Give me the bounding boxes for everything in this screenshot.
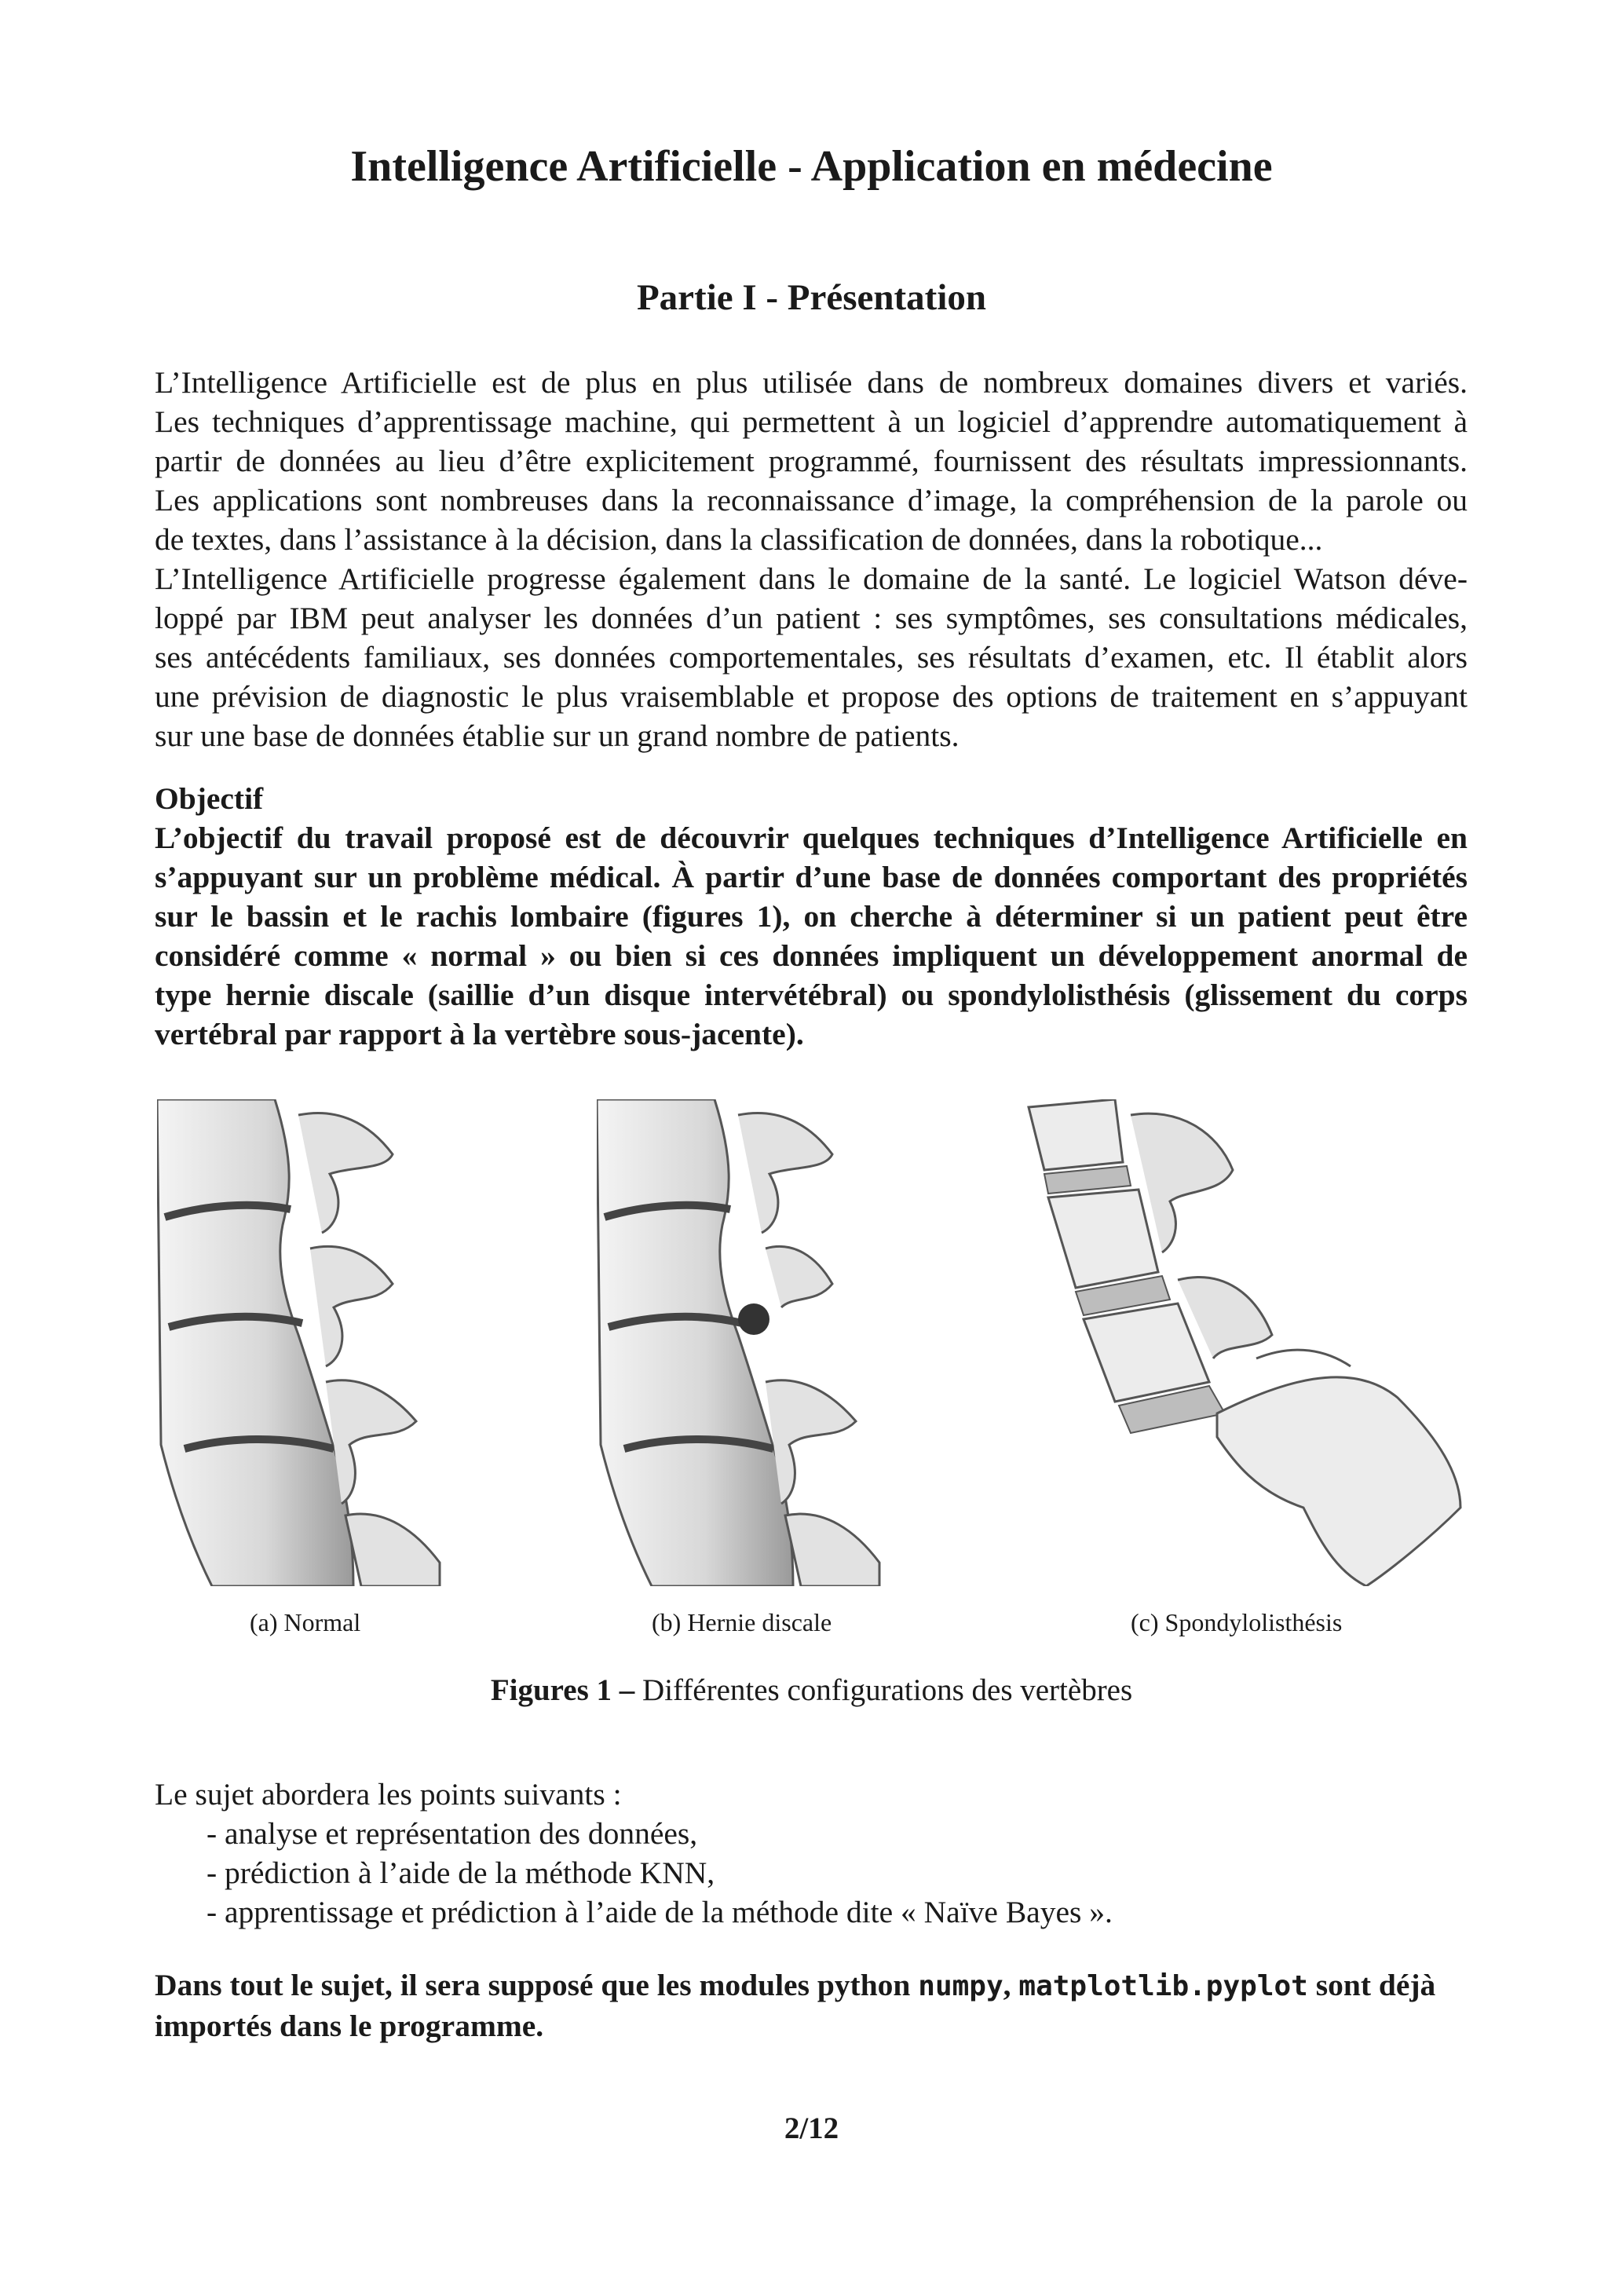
figure-caption-c: (c) Spondylolisthésis [1131, 1608, 1343, 1636]
module-name-pyplot: matplotlib.pyplot [1018, 1970, 1308, 2002]
intro-line: partir de données au lieu d’être explicitement programmé, fournissent des résultats impressionnants. [155, 444, 1468, 478]
intro-line: loppé par IBM peut analyser les données d’un patient : ses symptômes, ses consultations médicales, [155, 601, 1468, 635]
figures-caption-description: Différentes configurations des vertèbres [634, 1673, 1133, 1707]
topics-list [155, 1775, 1468, 1932]
intro-paragraph [155, 363, 1468, 755]
list-item: - prédiction à l’aide de la méthode KNN, [207, 1855, 715, 1890]
page-number: 2/12 [784, 2111, 839, 2145]
objective-line: considéré comme « normal » ou bien si ces données impliquent un développement anormal de [155, 938, 1468, 973]
figure-normal-spine [157, 1099, 503, 1586]
figure-caption-b: (b) Hernie discale [652, 1608, 832, 1636]
objective-line: L’objectif du travail proposé est de découvrir quelques techniques d’Intelligence Artificielle en [155, 821, 1468, 855]
intro-line: ses antécédents familiaux, ses données comportementales, ses résultats d’examen, etc. Il établit alors [155, 640, 1468, 675]
document-title: Intelligence Artificielle - Application en médecine [350, 142, 1273, 191]
final-note-line: importés dans le programme. [155, 2009, 544, 2043]
section-title: Partie I - Présentation [636, 277, 987, 318]
figure-spondylolisthesis-spine [1021, 1099, 1476, 1586]
figure-hernia-spine [597, 1099, 942, 1586]
figures-caption-label: Figures 1 – [490, 1673, 635, 1707]
intro-line: Les applications sont nombreuses dans la reconnaissance d’image, la compréhension de la parole ou [155, 483, 1468, 517]
intro-line: L’Intelligence Artificielle est de plus en plus utilisée dans de nombreux domaines divers et variés. [155, 365, 1468, 400]
objective-heading: Objectif [155, 781, 264, 816]
objective-paragraph [155, 818, 1468, 1054]
list-item: - apprentissage et prédiction à l’aide de la méthode dite « Naïve Bayes ». [207, 1895, 1113, 1929]
list-item: - analyse et représentation des données, [207, 1816, 698, 1851]
topics-intro: Le sujet abordera les points suivants : [155, 1777, 622, 1812]
objective-line: type hernie discale (saillie d’un disque intervétébral) ou spondylolisthésis (glissement du corps [155, 978, 1468, 1012]
intro-line: de textes, dans l’assistance à la décision, dans la classification de données, dans la robotique... [155, 522, 1323, 557]
intro-line: une prévision de diagnostic le plus vraisemblable et propose des options de traitement en s’appuyant [155, 679, 1468, 714]
final-note-line [155, 1965, 1468, 2006]
figures-caption [0, 1673, 1623, 1708]
final-note-text: Dans tout le sujet, il sera supposé que les modules python [155, 1968, 919, 2002]
module-name-numpy: numpy [918, 1970, 1003, 2002]
final-note [155, 1965, 1468, 2046]
intro-line: L’Intelligence Artificielle progresse également dans le domaine de la santé. Le logiciel Watson déve- [155, 561, 1468, 596]
intro-line: sur une base de données établie sur un grand nombre de patients. [155, 718, 960, 753]
objective-line: s’appuyant sur un problème médical. À partir d’une base de données comportant des propriétés [155, 860, 1468, 894]
final-note-text: sont déjà [1307, 1968, 1436, 2002]
objective-line: sur le bassin et le rachis lombaire (figures 1), on cherche à déterminer si un patient peut être [155, 899, 1468, 934]
herniated-disc-marker [738, 1303, 769, 1335]
objective-line: vertébral par rapport à la vertèbre sous-jacente). [155, 1017, 804, 1051]
figure-caption-a: (a) Normal [250, 1608, 361, 1636]
final-note-separator: , [1003, 1968, 1019, 2002]
intro-line: Les techniques d’apprentissage machine, qui permettent à un logiciel d’apprendre automatiquement à [155, 404, 1468, 439]
